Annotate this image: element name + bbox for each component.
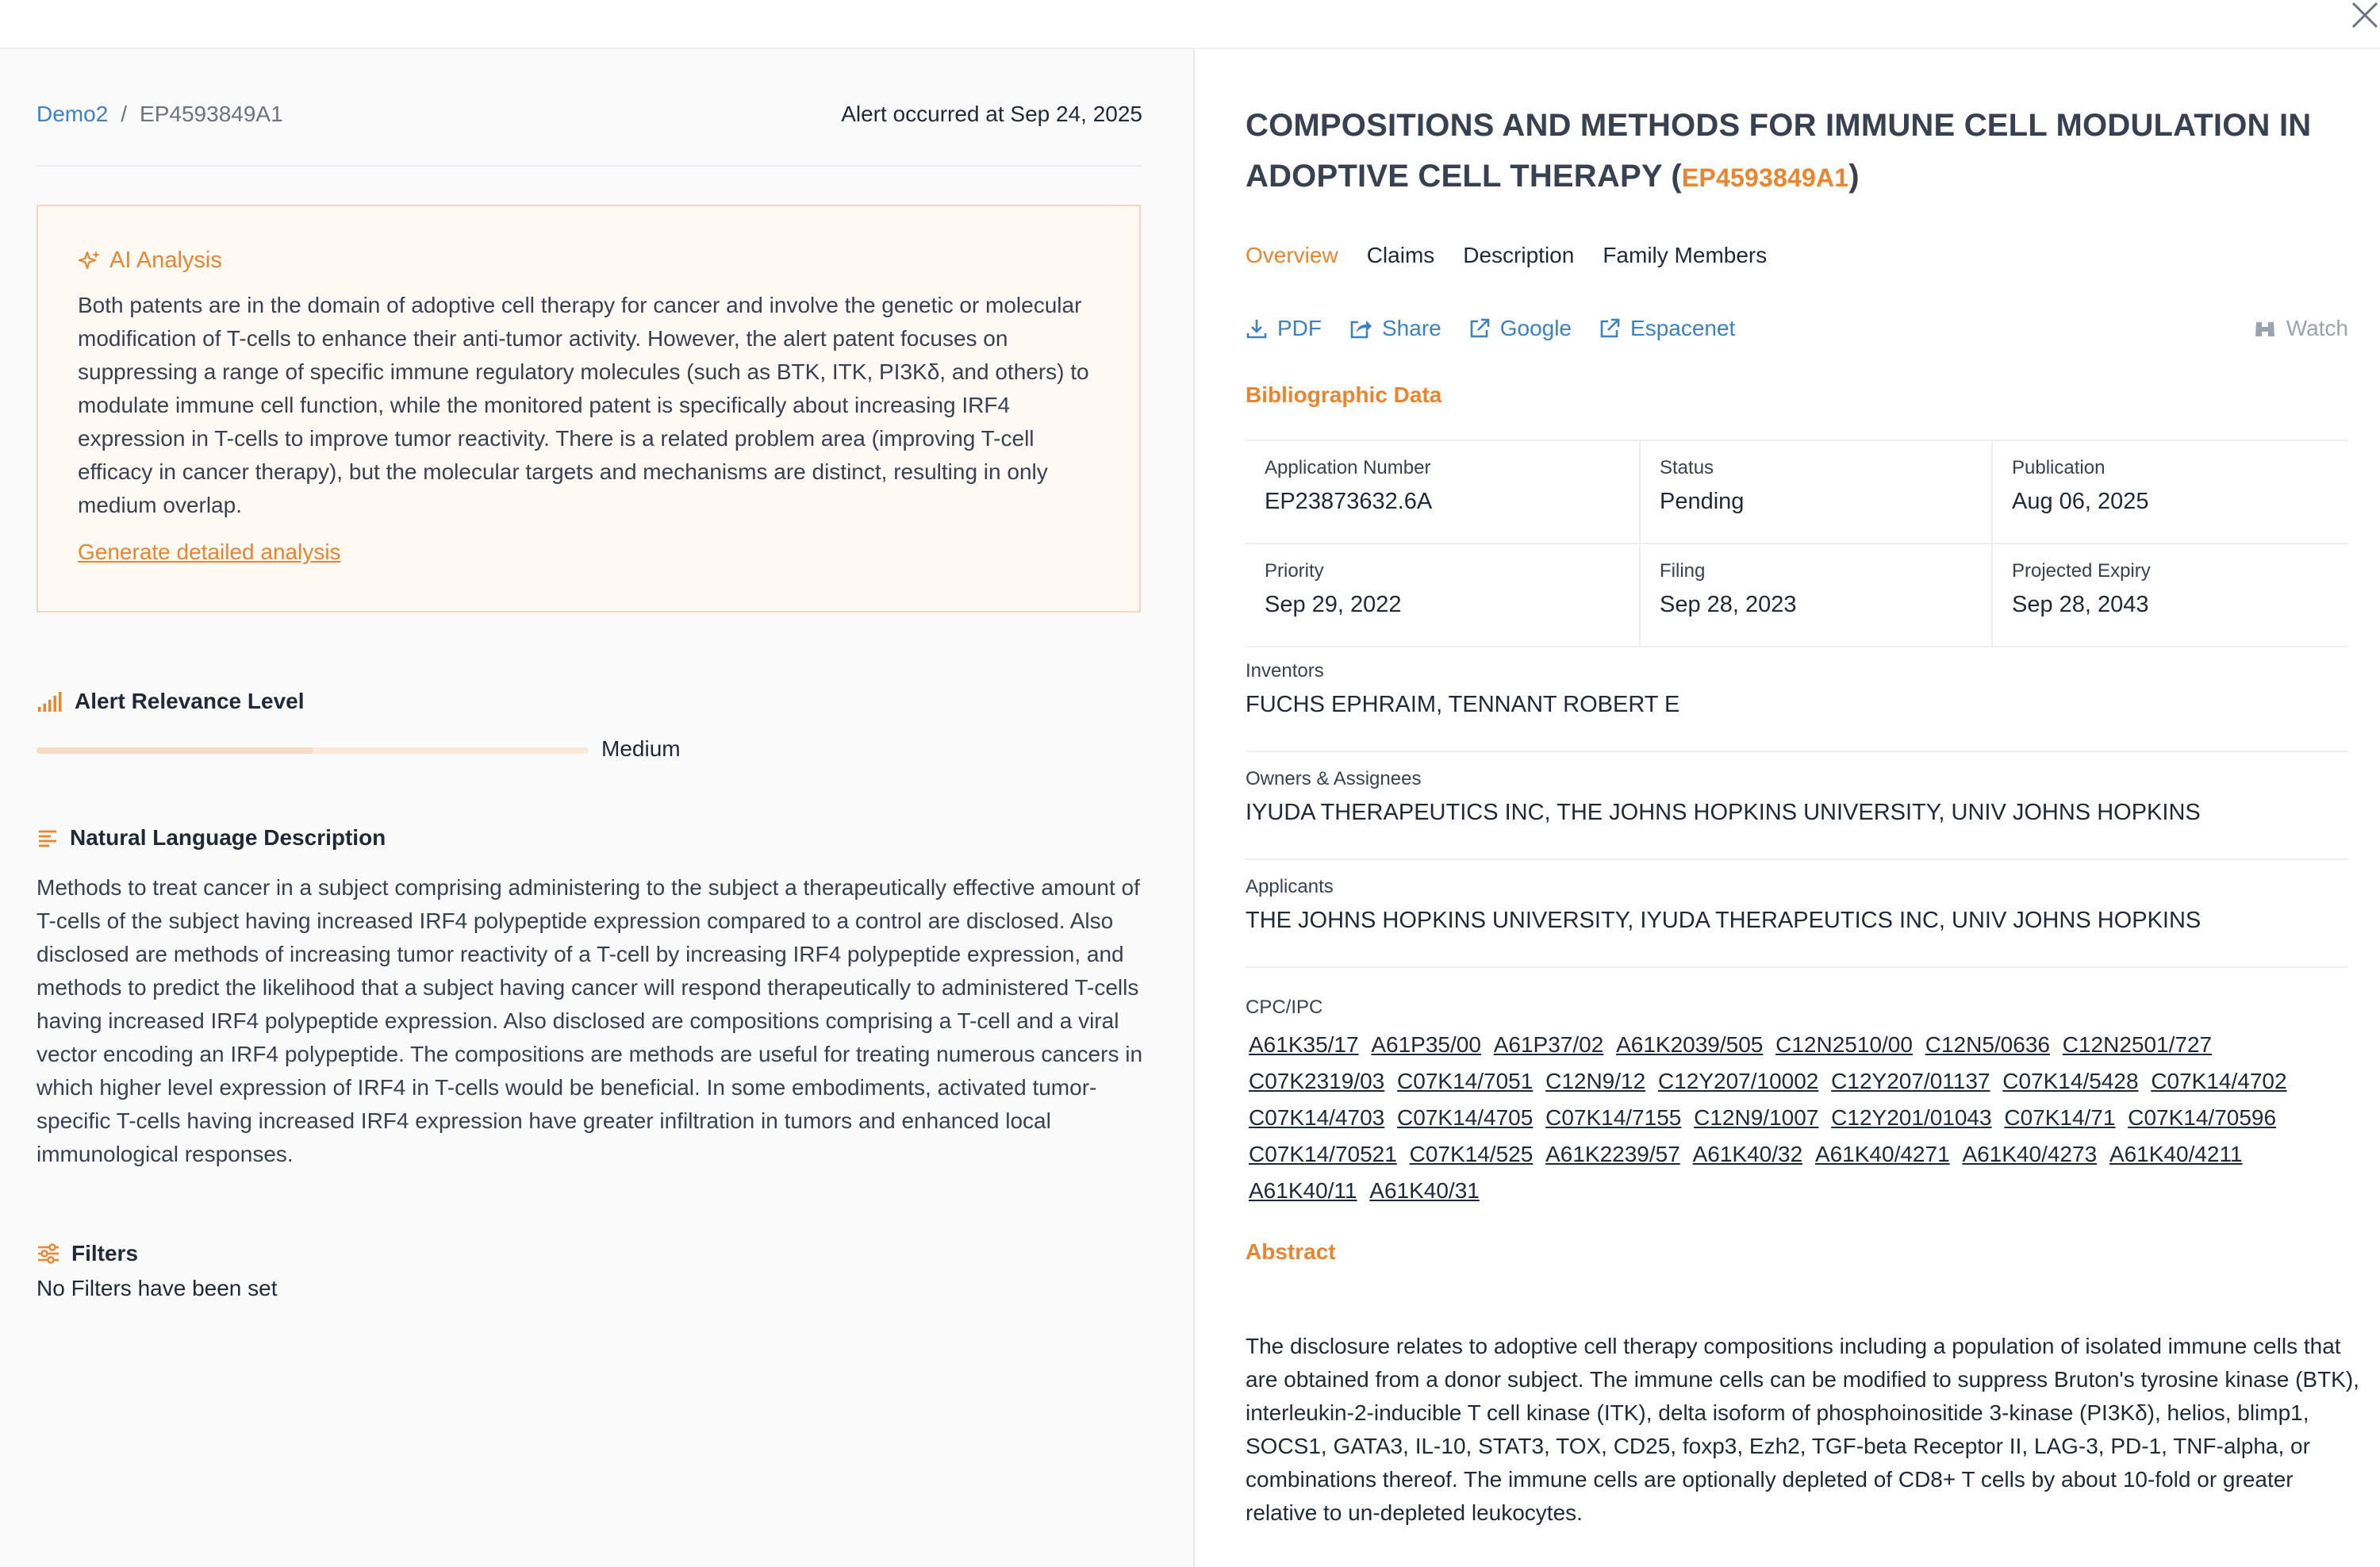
cpc-code-link[interactable]: C12N2510/00 <box>1775 1032 1913 1057</box>
title-paren-open: ( <box>1671 159 1682 194</box>
espacenet-label: Espacenet <box>1630 316 1736 340</box>
cpc-code-link[interactable]: A61K40/11 <box>1249 1178 1357 1203</box>
nld-heading <box>36 825 386 851</box>
status-value: Pending <box>1660 489 1745 514</box>
bibliographic-heading: Bibliographic Data <box>1246 382 1442 407</box>
cpc-code-link[interactable]: C07K14/4703 <box>1249 1105 1385 1130</box>
binoculars-icon <box>2253 317 2277 340</box>
cpc-code-link[interactable]: C07K14/71 <box>2004 1105 2116 1130</box>
patent-detail-panel <box>1195 49 2380 1567</box>
projected-expiry-cell <box>1991 544 2348 646</box>
cpc-code-link[interactable]: A61P35/00 <box>1371 1032 1481 1057</box>
filing-cell <box>1639 544 1991 646</box>
cpc-code-link[interactable]: C12Y201/01043 <box>1831 1105 1992 1130</box>
detail-tabs <box>1246 243 1767 268</box>
abstract-text: The disclosure relates to adoptive cell therapy compositions including a population of isolated immune cells that are obtained from a donor subject. The immune cells can be modified to suppress Bruton's tyrosine kinase (BTK), interleukin-2-inducible T cell kinase (ITK), delta isoform of phosphoinositide 3-kinase (PI3Kδ), helios, blimp1, SOCS1, GATA3, IL-10, STAT3, TOX, CD25, foxp3, Ezh2, TGF-beta Receptor II, LAG-3, PD-1, TNF-alpha, or combinations thereof. The immune cells are optionally depleted of CD8+ T cells by about 10-fold or greater relative to un-depleted leukocytes. <box>1246 1334 2359 1525</box>
generate-detailed-analysis-link[interactable]: Generate detailed analysis <box>78 540 341 564</box>
applicants-value: THE JOHNS HOPKINS UNIVERSITY, IYUDA THERAPEUTICS INC, UNIV JOHNS HOPKINS <box>1246 908 2202 933</box>
cpc-code-link[interactable]: A61K40/4211 <box>2109 1142 2243 1166</box>
signal-bars-icon <box>36 689 63 713</box>
cpc-code-list <box>1246 1027 2348 1209</box>
projected-expiry-label: Projected Expiry <box>2012 560 2151 582</box>
cpc-label: CPC/IPC <box>1246 997 1323 1018</box>
cpc-code-link[interactable]: C07K14/4702 <box>2151 1069 2287 1093</box>
cpc-code-link[interactable]: C12Y207/10002 <box>1657 1069 1819 1093</box>
application-number-value: EP23873632.6A <box>1265 489 1433 514</box>
tab-claims[interactable]: Claims <box>1366 243 1435 267</box>
patent-title <box>1246 100 2356 203</box>
owners-label: Owners & Assignees <box>1246 768 1422 789</box>
cpc-code-link[interactable]: C12N9/1007 <box>1694 1105 1819 1130</box>
sliders-icon <box>36 1242 60 1265</box>
text-lines-icon <box>36 827 59 849</box>
share-label: Share <box>1382 316 1441 340</box>
title-paren-close: ) <box>1848 159 1860 194</box>
owners-field <box>1246 754 2348 860</box>
tab-description[interactable]: Description <box>1463 243 1575 267</box>
relevance-heading <box>36 689 305 714</box>
pdf-label: PDF <box>1277 316 1322 340</box>
espacenet-button[interactable] <box>1599 316 1735 341</box>
share-button[interactable] <box>1349 316 1441 341</box>
publication-value: Aug 06, 2025 <box>2012 489 2149 514</box>
bibliographic-table <box>1246 440 2348 647</box>
breadcrumb-separator: / <box>121 102 128 126</box>
inventors-value: FUCHS EPHRAIM, TENNANT ROBERT E <box>1246 692 1680 717</box>
filing-value: Sep 28, 2023 <box>1660 592 1797 617</box>
bib-row <box>1246 544 2348 647</box>
relevance-bar-fill <box>36 747 313 754</box>
breadcrumb-project-link[interactable]: Demo2 <box>36 102 109 126</box>
cpc-code-link[interactable]: A61K35/17 <box>1249 1032 1359 1057</box>
google-label: Google <box>1499 316 1572 340</box>
applicants-label: Applicants <box>1246 876 1334 897</box>
cpc-code-link[interactable]: C07K14/70521 <box>1249 1142 1397 1166</box>
cpc-code-link[interactable]: C07K14/4705 <box>1397 1105 1534 1130</box>
filters-heading <box>36 1241 138 1266</box>
action-bar <box>1246 316 1735 341</box>
application-number-cell <box>1246 441 1639 543</box>
breadcrumb-patent: EP4593849A1 <box>140 102 283 126</box>
applicants-field <box>1246 862 2348 968</box>
breadcrumb <box>36 102 283 127</box>
cpc-code-link[interactable]: A61K40/4271 <box>1814 1142 1950 1166</box>
priority-cell <box>1246 544 1639 646</box>
close-icon[interactable] <box>2345 0 2380 32</box>
ai-analysis-text: Both patents are in the domain of adoptive cell therapy for cancer and involve the genetic or molecular modification of T-cells to enhance their anti-tumor activity. However, the alert patent focuses on suppressing a range of specific immune regulatory molecules (such as BTK, ITK, PI3Kδ, and others) to modulate immune cell function, while the monitored patent is specifically about increasing IRF4 expression in T-cells to improve tumor reactivity. There is a related problem area (improving T-cell efficacy in cancer therapy), but the molecular targets and mechanisms are distinct, resulting in only medium overlap. <box>78 293 1089 517</box>
status-label: Status <box>1660 457 1714 478</box>
external-link-icon <box>1468 317 1491 340</box>
external-link-icon <box>1599 317 1621 340</box>
cpc-code-link[interactable]: C12Y207/01137 <box>1831 1069 1990 1093</box>
patent-number-link[interactable]: EP4593849A1 <box>1681 163 1849 192</box>
sparkle-icon <box>78 249 102 273</box>
bib-row <box>1246 441 2348 544</box>
cpc-code-link[interactable]: C12N2501/727 <box>2062 1032 2213 1057</box>
share-icon <box>1349 317 1372 340</box>
top-bar <box>0 0 2380 49</box>
tab-family-members[interactable]: Family Members <box>1603 243 1768 267</box>
relevance-value: Medium <box>601 736 681 761</box>
cpc-code-link[interactable]: A61K40/31 <box>1369 1178 1480 1203</box>
cpc-code-link[interactable]: A61P37/02 <box>1493 1032 1604 1057</box>
owners-value: IYUDA THERAPEUTICS INC, THE JOHNS HOPKINS UNIVERSITY, UNIV JOHNS HOPKINS <box>1246 800 2201 825</box>
cpc-code-link[interactable]: C12N5/0636 <box>1925 1032 2050 1057</box>
pdf-button[interactable] <box>1246 316 1322 341</box>
patent-title-text: COMPOSITIONS AND METHODS FOR IMMUNE CELL MODULATION IN ADOPTIVE CELL THERAPY <box>1246 108 2312 194</box>
download-icon <box>1246 317 1268 340</box>
alert-panel <box>0 49 1195 1567</box>
cpc-code-link[interactable]: C07K14/525 <box>1409 1142 1534 1166</box>
cpc-code-link[interactable]: A61K40/4273 <box>1962 1142 2098 1166</box>
cpc-code-link[interactable]: A61K2039/505 <box>1616 1032 1764 1057</box>
watch-button[interactable] <box>2253 316 2348 341</box>
tab-overview[interactable]: Overview <box>1246 243 1338 267</box>
priority-label: Priority <box>1265 560 1324 582</box>
divider <box>36 165 1142 167</box>
relevance-title: Alert Relevance Level <box>75 689 305 713</box>
nld-title: Natural Language Description <box>70 825 386 850</box>
cpc-code-link[interactable]: A61K40/32 <box>1692 1142 1803 1166</box>
inventors-field <box>1246 646 2348 752</box>
watch-label: Watch <box>2286 316 2348 340</box>
relevance-bar <box>36 747 589 754</box>
cpc-code-link[interactable]: C07K14/5428 <box>2002 1069 2139 1093</box>
inventors-label: Inventors <box>1246 660 1324 682</box>
ai-analysis-card <box>36 205 1141 613</box>
cpc-code-link[interactable]: A61K2239/57 <box>1545 1142 1680 1166</box>
filing-label: Filing <box>1660 560 1706 582</box>
publication-label: Publication <box>2012 457 2106 478</box>
alert-occurred-time: Alert occurred at Sep 24, 2025 <box>841 102 1142 126</box>
publication-cell <box>1991 441 2348 543</box>
status-cell <box>1639 441 1991 543</box>
application-number-label: Application Number <box>1265 457 1431 478</box>
cpc-code-link[interactable]: C07K14/70596 <box>2128 1105 2277 1130</box>
filters-value: No Filters have been set <box>36 1276 278 1300</box>
abstract-heading: Abstract <box>1246 1239 1336 1264</box>
priority-value: Sep 29, 2022 <box>1265 592 1402 617</box>
nld-text: Methods to treat cancer in a subject comprising administering to the subject a therapeutically effective amount of T-cells of the subject having increased IRF4 polypeptide expression compared to a control are disclosed. Also disclosed are methods of increasing tumor reactivity of a T-cell by increasing IRF4 polypeptide expression, and methods to predict the likelihood that a subject having cancer will respond therapeutically to administered T-cells having increased IRF4 polypeptide expression. Also disclosed are compositions comprising a T-cell and a viral vector encoding an IRF4 polypeptide. The compositions are methods are useful for treating numerous cancers in which higher level expression of IRF4 in T-cells would be beneficial. In some embodiments, activated tumor-specific T-cells having increased IRF4 expression have greater infiltration in tumors and enhanced local immunological responses. <box>36 875 1143 1166</box>
ai-analysis-title: AI Analysis <box>109 248 222 273</box>
cpc-code-link[interactable]: C07K14/7051 <box>1397 1069 1534 1093</box>
filters-title: Filters <box>71 1241 139 1266</box>
ai-analysis-heading <box>78 248 222 274</box>
cpc-code-link[interactable]: C07K14/7155 <box>1545 1105 1682 1130</box>
projected-expiry-value: Sep 28, 2043 <box>2012 592 2149 617</box>
cpc-code-link[interactable]: C12N9/12 <box>1545 1069 1646 1093</box>
cpc-code-link[interactable]: C07K2319/03 <box>1249 1069 1385 1093</box>
google-button[interactable] <box>1468 316 1572 341</box>
